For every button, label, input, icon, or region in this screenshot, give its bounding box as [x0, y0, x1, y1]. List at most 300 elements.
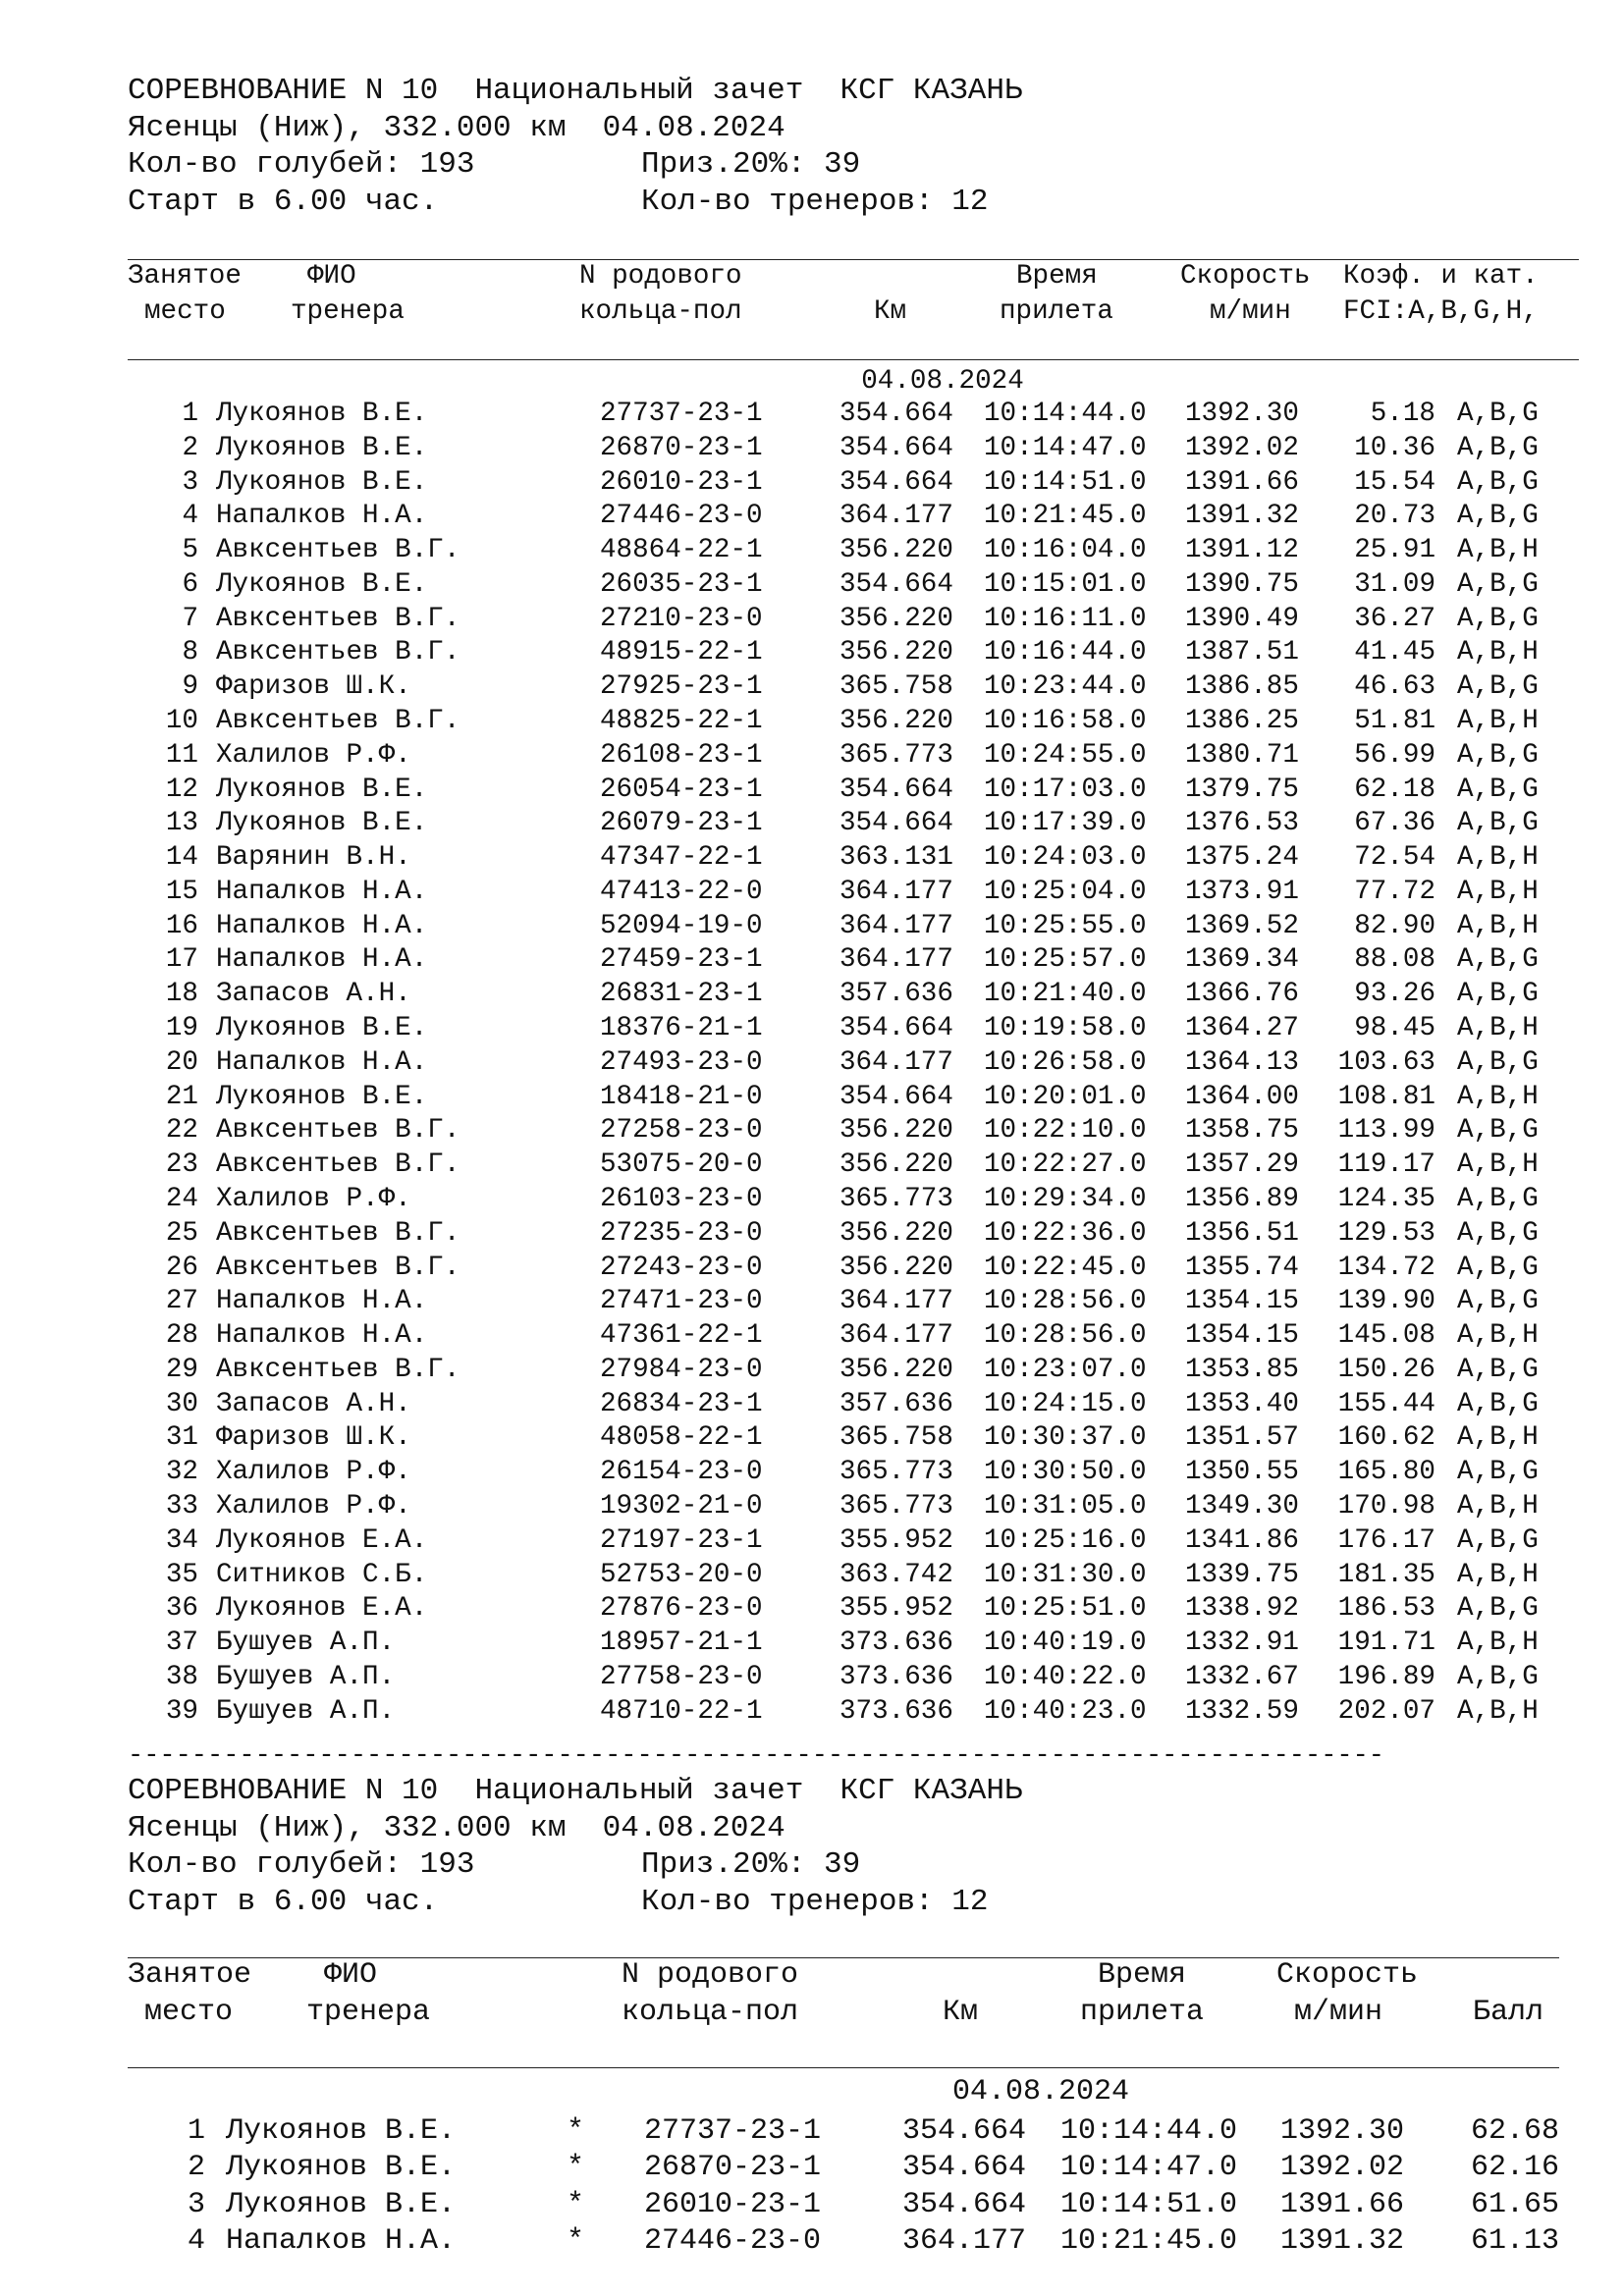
place-cell: 36 [165, 1593, 198, 1625]
speed-cell: 1387.51 [1185, 637, 1299, 668]
coef-cell: 25.91 [1354, 535, 1435, 566]
coef-cell: 108.81 [1337, 1081, 1435, 1112]
place-cell: 18 [165, 979, 198, 1010]
table-row [0, 398, 1624, 432]
distance-cell: 363.742 [839, 1559, 953, 1590]
speed-cell: 1354.15 [1185, 1286, 1299, 1317]
ring-cell: 27984-23-0 [600, 1354, 763, 1385]
place-cell: 30 [165, 1388, 198, 1419]
ring-cell: 27737-23-1 [600, 399, 763, 429]
place-cell: 23 [165, 1149, 198, 1181]
coef-cell: 15.54 [1354, 466, 1435, 498]
distance-cell: 356.220 [839, 535, 953, 566]
speed-cell: 1353.40 [1185, 1388, 1299, 1419]
trainer-name-cell: Лукоянов В.Е. [226, 2114, 457, 2148]
coef-cell: 93.26 [1354, 979, 1435, 1010]
table-row [0, 841, 1624, 876]
ring-cell: 19302-21-0 [600, 1490, 763, 1522]
trainer-name-cell: Лукоянов В.Е. [216, 808, 428, 839]
distance-cell: 373.636 [839, 1661, 953, 1692]
ring-cell: 26870-23-1 [644, 2151, 822, 2185]
place-cell: 13 [165, 808, 198, 839]
place-cell: 1 [187, 2114, 205, 2148]
distance-cell: 364.177 [839, 910, 953, 941]
distance-cell: 354.664 [839, 399, 953, 429]
category-cell: A,B,G [1457, 944, 1539, 976]
arrival-time-cell: 10:14:47.0 [1060, 2151, 1238, 2185]
start-time: Старт в 6.00 час. [128, 185, 439, 219]
ring-cell: 26079-23-1 [600, 808, 763, 839]
place-cell: 33 [165, 1490, 198, 1522]
arrival-time-cell: 10:16:44.0 [984, 637, 1147, 668]
place-cell: 31 [165, 1422, 198, 1454]
arrival-time-cell: 10:40:19.0 [984, 1628, 1147, 1659]
distance-cell: 356.220 [839, 1354, 953, 1385]
competition-title: СОРЕВНОВАНИЕ N 10 Национальный зачет КСГ КАЗАНЬ [128, 1774, 1023, 1808]
distance-cell: 354.664 [839, 808, 953, 839]
speed-cell: 1386.25 [1185, 706, 1299, 737]
category-cell: A,B,G [1457, 399, 1539, 429]
category-cell: A,B,G [1457, 1354, 1539, 1385]
arrival-time-cell: 10:17:39.0 [984, 808, 1147, 839]
col-km: Км [943, 1996, 979, 2029]
ring-cell: 27758-23-0 [600, 1661, 763, 1692]
ring-cell: 27876-23-0 [600, 1593, 763, 1625]
distance-cell: 354.664 [839, 568, 953, 600]
table-row [0, 1490, 1624, 1524]
distance-cell: 354.664 [839, 1081, 953, 1112]
trainer-name-cell: Напалков Н.А. [216, 910, 428, 941]
category-cell: A,B,H [1457, 1320, 1539, 1352]
coef-cell: 56.99 [1354, 739, 1435, 771]
arrival-time-cell: 10:17:03.0 [984, 774, 1147, 805]
arrival-time-cell: 10:23:44.0 [984, 671, 1147, 703]
table-row [0, 876, 1624, 910]
speed-cell: 1366.76 [1185, 979, 1299, 1010]
score-cell: 62.16 [1470, 2151, 1559, 2185]
table-row [0, 466, 1624, 501]
category-cell: A,B,H [1457, 637, 1539, 668]
ring-cell: 18418-21-0 [600, 1081, 763, 1112]
category-cell: A,B,H [1457, 1559, 1539, 1590]
table-row [0, 2113, 1624, 2150]
trainer-name-cell: Напалков Н.А. [216, 1320, 428, 1352]
arrival-time-cell: 10:14:51.0 [1060, 2187, 1238, 2221]
ring-cell: 27243-23-0 [600, 1252, 763, 1283]
coef-cell: 134.72 [1337, 1252, 1435, 1283]
ring-cell: 48058-22-1 [600, 1422, 763, 1454]
arrival-time-cell: 10:29:34.0 [984, 1183, 1147, 1214]
arrival-time-cell: 10:31:05.0 [984, 1490, 1147, 1522]
place-cell: 20 [165, 1046, 198, 1078]
arrival-time-cell: 10:40:22.0 [984, 1661, 1147, 1692]
table-row [0, 910, 1624, 944]
table1-date: 04.08.2024 [861, 366, 1024, 397]
category-cell: A,B,G [1457, 1046, 1539, 1078]
distance-cell: 356.220 [839, 706, 953, 737]
place-cell: 39 [165, 1695, 198, 1727]
arrival-time-cell: 10:25:57.0 [984, 944, 1147, 976]
place-cell: 34 [165, 1524, 198, 1556]
speed-cell: 1354.15 [1185, 1320, 1299, 1352]
speed-cell: 1390.49 [1185, 603, 1299, 634]
trainer-name-cell: Запасов А.Н. [216, 979, 411, 1010]
release-point: Ясенцы (Ниж), 332.000 км 04.08.2024 [128, 111, 785, 145]
coef-cell: 88.08 [1354, 944, 1435, 976]
category-cell: A,B,H [1457, 910, 1539, 941]
coef-cell: 150.26 [1337, 1354, 1435, 1385]
coef-cell: 160.62 [1337, 1422, 1435, 1454]
coef-cell: 67.36 [1354, 808, 1435, 839]
table-row [0, 670, 1624, 705]
category-cell: A,B,G [1457, 466, 1539, 498]
arrival-time-cell: 10:16:58.0 [984, 706, 1147, 737]
trainer-count: Кол-во тренеров: 12 [641, 1885, 989, 1919]
ring-cell: 52753-20-0 [600, 1559, 763, 1590]
prize-mark-cell: * [567, 2114, 585, 2148]
coef-cell: 196.89 [1337, 1661, 1435, 1692]
distance-cell: 373.636 [839, 1695, 953, 1727]
arrival-time-cell: 10:22:10.0 [984, 1115, 1147, 1147]
speed-cell: 1364.00 [1185, 1081, 1299, 1112]
coef-cell: 51.81 [1354, 706, 1435, 737]
col-name: тренера [291, 296, 405, 327]
ring-cell: 27446-23-0 [600, 501, 763, 532]
ring-cell: 47361-22-1 [600, 1320, 763, 1352]
release-point: Ясенцы (Ниж), 332.000 км 04.08.2024 [128, 1811, 785, 1845]
col-time: прилета [1080, 1996, 1205, 2029]
table-row [0, 2223, 1624, 2260]
distance-cell: 356.220 [839, 1115, 953, 1147]
place-cell: 15 [165, 876, 198, 907]
distance-cell: 365.758 [839, 671, 953, 703]
place-cell: 4 [187, 2223, 205, 2258]
ring-cell: 26010-23-1 [644, 2187, 822, 2221]
place-cell: 26 [165, 1252, 198, 1283]
prize-count: Приз.20%: 39 [641, 147, 861, 182]
place-cell: 11 [165, 739, 198, 771]
coef-cell: 77.72 [1354, 876, 1435, 907]
distance-cell: 364.177 [902, 2223, 1027, 2258]
distance-cell: 363.131 [839, 842, 953, 874]
ring-cell: 53075-20-0 [600, 1149, 763, 1181]
distance-cell: 354.664 [839, 432, 953, 463]
col-km: Км [874, 296, 907, 327]
distance-cell: 354.664 [902, 2187, 1027, 2221]
distance-cell: 365.773 [839, 1457, 953, 1488]
distance-cell: 364.177 [839, 1046, 953, 1078]
place-cell: 32 [165, 1457, 198, 1488]
place-cell: 8 [182, 637, 198, 668]
table-row [0, 2187, 1624, 2223]
ring-cell: 48710-22-1 [600, 1695, 763, 1727]
place-cell: 17 [165, 944, 198, 976]
trainer-name-cell: Лукоянов В.Е. [216, 1013, 428, 1044]
arrival-time-cell: 10:30:37.0 [984, 1422, 1147, 1454]
coef-cell: 119.17 [1337, 1149, 1435, 1181]
place-cell: 25 [165, 1217, 198, 1249]
speed-cell: 1358.75 [1185, 1115, 1299, 1147]
category-cell: A,B,H [1457, 706, 1539, 737]
table-row [0, 705, 1624, 739]
speed-cell: 1392.30 [1185, 399, 1299, 429]
table2-date: 04.08.2024 [951, 2075, 1130, 2109]
category-cell: A,B,G [1457, 1286, 1539, 1317]
distance-cell: 357.636 [839, 1388, 953, 1419]
table-row [0, 1285, 1624, 1319]
place-cell: 12 [165, 774, 198, 805]
ring-cell: 27925-23-1 [600, 671, 763, 703]
trainer-name-cell: Авксентьев В.Г. [216, 706, 460, 737]
category-cell: A,B,G [1457, 1252, 1539, 1283]
speed-cell: 1375.24 [1185, 842, 1299, 874]
ring-cell: 26834-23-1 [600, 1388, 763, 1419]
arrival-time-cell: 10:21:45.0 [984, 501, 1147, 532]
col-place: место [144, 296, 226, 327]
table-row [0, 1388, 1624, 1422]
trainer-name-cell: Запасов А.Н. [216, 1388, 411, 1419]
ring-cell: 52094-19-0 [600, 910, 763, 941]
col-time: прилета [1000, 296, 1113, 327]
trainer-name-cell: Лукоянов В.Е. [216, 1081, 428, 1112]
distance-cell: 364.177 [839, 1286, 953, 1317]
trainer-name-cell: Лукоянов В.Е. [226, 2151, 457, 2185]
trainer-name-cell: Напалков Н.А. [216, 876, 428, 907]
speed-cell: 1356.51 [1185, 1217, 1299, 1249]
distance-cell: 356.220 [839, 603, 953, 634]
col-speed: м/мин [1210, 296, 1291, 327]
ring-cell: 26831-23-1 [600, 979, 763, 1010]
col-place: место [144, 1996, 234, 2029]
coef-cell: 139.90 [1337, 1286, 1435, 1317]
trainer-name-cell: Варянин В.Н. [216, 842, 411, 874]
col-speed: м/мин [1294, 1996, 1383, 2029]
table-row [0, 568, 1624, 603]
distance-cell: 357.636 [839, 979, 953, 1010]
ring-cell: 27446-23-0 [644, 2223, 822, 2258]
arrival-time-cell: 10:21:45.0 [1060, 2223, 1238, 2258]
speed-cell: 1386.85 [1185, 671, 1299, 703]
table2-header-rule [128, 2067, 1559, 2068]
ring-cell: 48915-22-1 [600, 637, 763, 668]
speed-cell: 1391.66 [1280, 2187, 1405, 2221]
distance-cell: 354.664 [839, 1013, 953, 1044]
arrival-time-cell: 10:14:44.0 [984, 399, 1147, 429]
distance-cell: 365.773 [839, 1183, 953, 1214]
category-cell: A,B,H [1457, 1695, 1539, 1727]
trainer-name-cell: Халилов Р.Ф. [216, 1183, 411, 1214]
distance-cell: 364.177 [839, 944, 953, 976]
category-cell: A,B,G [1457, 808, 1539, 839]
trainer-name-cell: Лукоянов В.Е. [226, 2187, 457, 2221]
trainer-name-cell: Халилов Р.Ф. [216, 739, 411, 771]
arrival-time-cell: 10:24:03.0 [984, 842, 1147, 874]
place-cell: 1 [182, 399, 198, 429]
distance-cell: 365.773 [839, 1490, 953, 1522]
category-cell: A,B,G [1457, 1115, 1539, 1147]
coef-cell: 72.54 [1354, 842, 1435, 874]
place-cell: 2 [182, 432, 198, 463]
speed-cell: 1369.34 [1185, 944, 1299, 976]
arrival-time-cell: 10:26:58.0 [984, 1046, 1147, 1078]
col-time: Время [1016, 261, 1098, 292]
coef-cell: 41.45 [1354, 637, 1435, 668]
trainer-name-cell: Напалков Н.А. [216, 501, 428, 532]
coef-cell: 36.27 [1354, 603, 1435, 634]
speed-cell: 1332.67 [1185, 1661, 1299, 1692]
speed-cell: 1339.75 [1185, 1559, 1299, 1590]
speed-cell: 1379.75 [1185, 774, 1299, 805]
ring-cell: 26054-23-1 [600, 774, 763, 805]
trainer-count: Кол-во тренеров: 12 [641, 185, 989, 219]
coef-cell: 181.35 [1337, 1559, 1435, 1590]
coef-cell: 5.18 [1370, 399, 1435, 429]
trainer-name-cell: Бушуев А.П. [216, 1661, 396, 1692]
coef-cell: 170.98 [1337, 1490, 1435, 1522]
ring-cell: 26035-23-1 [600, 568, 763, 600]
place-cell: 24 [165, 1183, 198, 1214]
col-ring: кольца-пол [579, 296, 742, 327]
trainer-name-cell: Напалков Н.А. [216, 1046, 428, 1078]
distance-cell: 364.177 [839, 1320, 953, 1352]
category-cell: A,B,G [1457, 1217, 1539, 1249]
trainer-name-cell: Напалков Н.А. [216, 1286, 428, 1317]
arrival-time-cell: 10:15:01.0 [984, 568, 1147, 600]
place-cell: 22 [165, 1115, 198, 1147]
arrival-time-cell: 10:16:04.0 [984, 535, 1147, 566]
speed-cell: 1392.30 [1280, 2114, 1405, 2148]
table-row [0, 1217, 1624, 1252]
col-coef: FCI:A,B,G,H, [1343, 296, 1539, 327]
place-cell: 27 [165, 1286, 198, 1317]
table-row [0, 603, 1624, 637]
ring-cell: 47413-22-0 [600, 876, 763, 907]
coef-cell: 186.53 [1337, 1593, 1435, 1625]
ring-cell: 26108-23-1 [600, 739, 763, 771]
place-cell: 6 [182, 568, 198, 600]
trainer-name-cell: Халилов Р.Ф. [216, 1490, 411, 1522]
speed-cell: 1332.59 [1185, 1695, 1299, 1727]
coef-cell: 62.18 [1354, 774, 1435, 805]
category-cell: A,B,G [1457, 501, 1539, 532]
arrival-time-cell: 10:22:27.0 [984, 1149, 1147, 1181]
trainer-name-cell: Лукоянов Е.А. [216, 1524, 428, 1556]
category-cell: A,B,H [1457, 1628, 1539, 1659]
distance-cell: 356.220 [839, 1217, 953, 1249]
trainer-name-cell: Авксентьев В.Г. [216, 637, 460, 668]
place-cell: 3 [187, 2187, 205, 2221]
table-row [0, 1046, 1624, 1081]
speed-cell: 1392.02 [1185, 432, 1299, 463]
category-cell: A,B,G [1457, 603, 1539, 634]
table-row [0, 1183, 1624, 1217]
col-ring: N родового [622, 1958, 799, 1992]
category-cell: A,B,H [1457, 842, 1539, 874]
coef-cell: 113.99 [1337, 1115, 1435, 1147]
ring-cell: 26870-23-1 [600, 432, 763, 463]
arrival-time-cell: 10:22:36.0 [984, 1217, 1147, 1249]
col-time: Время [1098, 1958, 1187, 1992]
speed-cell: 1349.30 [1185, 1490, 1299, 1522]
col-place: Занятое [128, 1958, 252, 1992]
ring-cell: 47347-22-1 [600, 842, 763, 874]
table-row [0, 1012, 1624, 1046]
prize-mark-cell: * [567, 2187, 585, 2221]
trainer-name-cell: Фаризов Ш.К. [216, 671, 411, 703]
category-cell: A,B,G [1457, 1388, 1539, 1419]
distance-cell: 373.636 [839, 1628, 953, 1659]
trainer-name-cell: Лукоянов Е.А. [216, 1593, 428, 1625]
trainer-name-cell: Авксентьев В.Г. [216, 1149, 460, 1181]
category-cell: A,B,H [1457, 535, 1539, 566]
arrival-time-cell: 10:24:15.0 [984, 1388, 1147, 1419]
ring-cell: 26103-23-0 [600, 1183, 763, 1214]
ring-cell: 27493-23-0 [600, 1046, 763, 1078]
speed-cell: 1341.86 [1185, 1524, 1299, 1556]
coef-cell: 20.73 [1354, 501, 1435, 532]
category-cell: A,B,G [1457, 1457, 1539, 1488]
arrival-time-cell: 10:25:51.0 [984, 1593, 1147, 1625]
place-cell: 19 [165, 1013, 198, 1044]
speed-cell: 1391.32 [1280, 2223, 1405, 2258]
coef-cell: 10.36 [1354, 432, 1435, 463]
trainer-name-cell: Фаризов Ш.К. [216, 1422, 411, 1454]
coef-cell: 202.07 [1337, 1695, 1435, 1727]
coef-cell: 191.71 [1337, 1628, 1435, 1659]
speed-cell: 1390.75 [1185, 568, 1299, 600]
table-row [0, 2150, 1624, 2186]
score-cell: 61.13 [1470, 2223, 1559, 2258]
category-cell: A,B,G [1457, 1524, 1539, 1556]
coef-cell: 46.63 [1354, 671, 1435, 703]
ring-cell: 27210-23-0 [600, 603, 763, 634]
distance-cell: 356.220 [839, 1252, 953, 1283]
arrival-time-cell: 10:30:50.0 [984, 1457, 1147, 1488]
col-speed: Скорость [1276, 1958, 1419, 1992]
category-cell: A,B,G [1457, 979, 1539, 1010]
table-row [0, 534, 1624, 568]
distance-cell: 356.220 [839, 1149, 953, 1181]
coef-cell: 124.35 [1337, 1183, 1435, 1214]
coef-cell: 176.17 [1337, 1524, 1435, 1556]
arrival-time-cell: 10:25:04.0 [984, 876, 1147, 907]
arrival-time-cell: 10:40:23.0 [984, 1695, 1147, 1727]
pigeon-count: Кол-во голубей: 193 [128, 1847, 475, 1882]
col-speed: Скорость [1180, 261, 1311, 292]
table-row [0, 1252, 1624, 1286]
trainer-name-cell: Бушуев А.П. [216, 1695, 396, 1727]
coef-cell: 103.63 [1337, 1046, 1435, 1078]
trainer-name-cell: Авксентьев В.Г. [216, 1252, 460, 1283]
col-place: Занятое [128, 261, 242, 292]
speed-cell: 1373.91 [1185, 876, 1299, 907]
ring-cell: 27459-23-1 [600, 944, 763, 976]
arrival-time-cell: 10:20:01.0 [984, 1081, 1147, 1112]
arrival-time-cell: 10:14:44.0 [1060, 2114, 1238, 2148]
trainer-name-cell: Ситников С.Б. [216, 1559, 428, 1590]
trainer-name-cell: Авксентьев В.Г. [216, 1115, 460, 1147]
table-row [0, 1081, 1624, 1115]
speed-cell: 1353.85 [1185, 1354, 1299, 1385]
col-coef: Коэф. и кат. [1343, 261, 1539, 292]
coef-cell: 82.90 [1354, 910, 1435, 941]
ring-cell: 18957-21-1 [600, 1628, 763, 1659]
place-cell: 9 [182, 671, 198, 703]
table-row [0, 636, 1624, 670]
ring-cell: 48864-22-1 [600, 535, 763, 566]
table-row [0, 1661, 1624, 1695]
ring-cell: 26010-23-1 [600, 466, 763, 498]
